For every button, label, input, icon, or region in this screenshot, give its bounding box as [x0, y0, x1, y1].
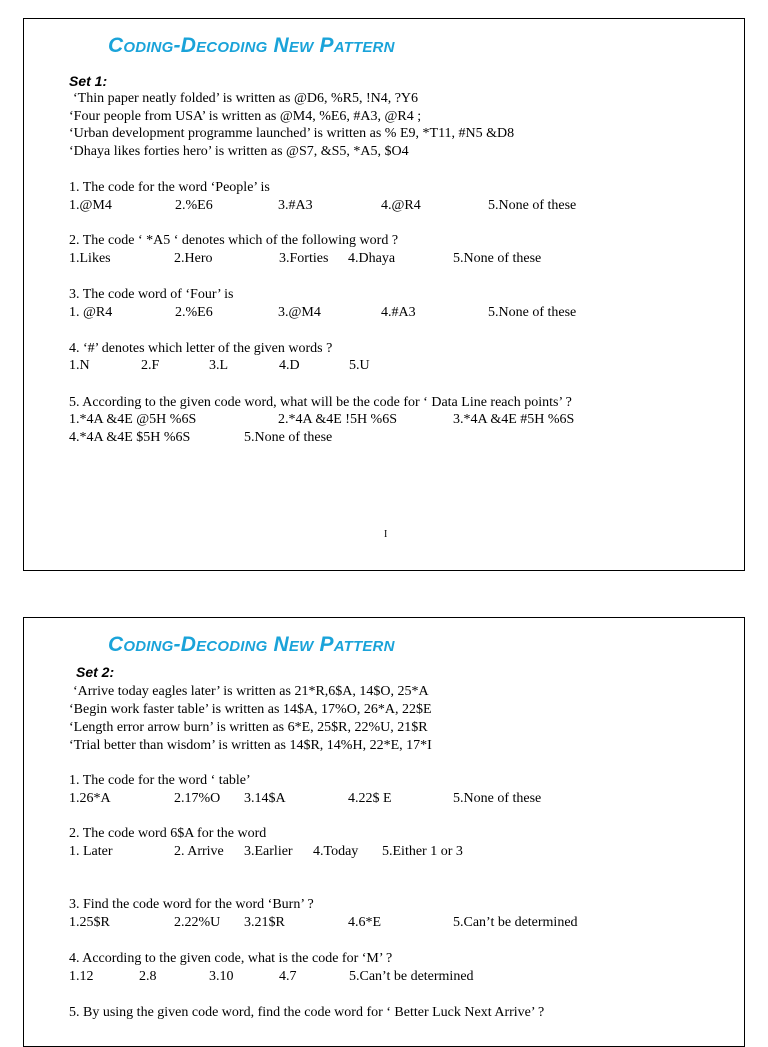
option: 4.6*E	[348, 915, 382, 930]
option: 3.Forties	[279, 251, 329, 266]
set-2-title: Coding-Decoding New Pattern	[108, 633, 395, 656]
option: 3.#A3	[278, 198, 313, 213]
option: 1.*4A &4E @5H %6S	[69, 412, 197, 427]
option: 1. Later	[69, 844, 113, 859]
option: 4.D	[279, 358, 300, 373]
option: 4.#A3	[381, 305, 416, 320]
question-text: 2. The code ‘ *A5 ‘ denotes which of the following word ?	[69, 233, 399, 248]
statement: ‘Length error arrow burn’ is written as 6*E, 25$R, 22%U, 21$R	[69, 720, 428, 735]
option: 1.N	[69, 358, 90, 373]
question-text: 1. The code for the word ‘ table’	[69, 773, 251, 788]
option: 5.None of these	[488, 305, 577, 320]
set-2-label: Set 2:	[76, 664, 115, 680]
option: 5.None of these	[453, 251, 542, 266]
option: 2.%E6	[175, 198, 213, 213]
option: 4.@R4	[381, 198, 421, 213]
option: 3.10	[209, 969, 234, 984]
option: 3.L	[209, 358, 229, 373]
option: 1.26*A	[69, 791, 111, 806]
question-text: 3. Find the code word for the word ‘Burn’ ?	[69, 897, 314, 912]
option: 4.7	[279, 969, 297, 984]
option: 5.Can’t be determined	[349, 969, 474, 984]
option: 4.Dhaya	[348, 251, 396, 266]
option: 2.F	[141, 358, 160, 373]
question-text: 4. According to the given code, what is the code for ‘M’ ?	[69, 951, 393, 966]
option: 5.Can’t be determined	[453, 915, 578, 930]
question-text: 3. The code word of ‘Four’ is	[69, 287, 234, 302]
option: 4.Today	[313, 844, 359, 859]
statement: ‘Trial better than wisdom’ is written as 14$R, 14%H, 22*E, 17*I	[69, 738, 432, 753]
option: 1.@M4	[69, 198, 112, 213]
option: 2.*4A &4E !5H %6S	[278, 412, 397, 427]
question-text: 5. According to the given code word, what will be the code for ‘ Data Line reach points’ ?	[69, 395, 572, 410]
option: 3.*4A &4E #5H %6S	[453, 412, 575, 427]
option: 5.Either 1 or 3	[382, 844, 463, 859]
option: 3.Earlier	[244, 844, 293, 859]
option: 1.12	[69, 969, 94, 984]
statement: ‘Thin paper neatly folded’ is written as @D6, %R5, !N4, ?Y6	[73, 91, 419, 106]
option: 4.*4A &4E $5H %6S	[69, 430, 191, 445]
option: 5.None of these	[453, 791, 542, 806]
option: 2.%E6	[175, 305, 213, 320]
option: 3.14$A	[244, 791, 286, 806]
option: 5.None of these	[488, 198, 577, 213]
option: 3.@M4	[278, 305, 321, 320]
option: 2.17%O	[174, 791, 221, 806]
set-2-panel	[23, 617, 745, 1047]
statement: ‘Arrive today eagles later’ is written as 21*R,6$A, 14$O, 25*A	[73, 684, 429, 699]
set-1-title: Coding-Decoding New Pattern	[108, 34, 395, 57]
option: 2.8	[139, 969, 157, 984]
option: 3.21$R	[244, 915, 285, 930]
question-text: 1. The code for the word ‘People’ is	[69, 180, 270, 195]
question-text: 5. By using the given code word, find the code word for ‘ Better Luck Next Arrive’ ?	[69, 1005, 545, 1020]
option: 2. Arrive	[174, 844, 224, 859]
option: 2.22%U	[174, 915, 221, 930]
option: 5.U	[349, 358, 370, 373]
statement: ‘Urban development programme launched’ is written as % E9, *T11, #N5 &D8	[69, 126, 515, 141]
option: 1. @R4	[69, 305, 113, 320]
option: 2.Hero	[174, 251, 213, 266]
question-text: 4. ‘#’ denotes which letter of the given words ?	[69, 341, 333, 356]
option: 4.22$ E	[348, 791, 392, 806]
page-mark: I	[384, 529, 388, 540]
option: 1.25$R	[69, 915, 110, 930]
set-1-panel	[23, 18, 745, 571]
set-1-label: Set 1:	[69, 73, 108, 89]
statement: ‘Begin work faster table’ is written as 14$A, 17%O, 26*A, 22$E	[69, 702, 432, 717]
question-text: 2. The code word 6$A for the word	[69, 826, 267, 841]
option: 1.Likes	[69, 251, 111, 266]
statement: ‘Dhaya likes forties hero’ is written as @S7, &S5, *A5, $O4	[69, 144, 409, 159]
option: 5.None of these	[244, 430, 333, 445]
statement: ‘Four people from USA’ is written as @M4, %E6, #A3, @R4 ;	[69, 109, 422, 124]
